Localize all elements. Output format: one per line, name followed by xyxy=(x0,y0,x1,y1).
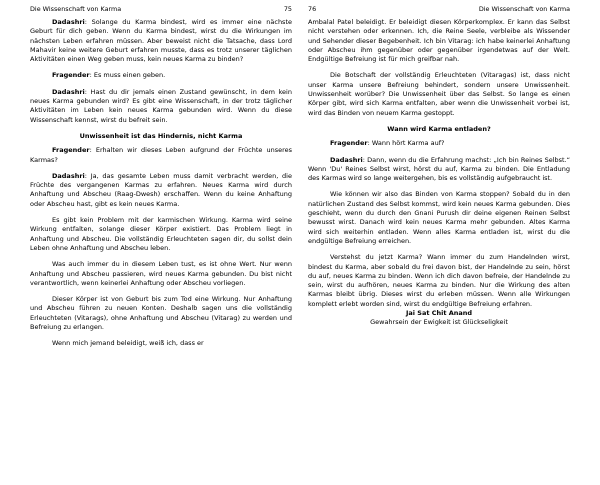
left-page-header xyxy=(30,5,292,14)
closing-title: Jai Sat Chit Anand xyxy=(405,309,473,318)
right-para-5: Wie können wir also das Binden von Karma stoppen? Sobald du in den natürlichen Zustand des Selbst kommst, wird kein neues Karma gebunden. Dies geschieht, wenn du durch den Gnani Purush dir deine eigenen Reinen Selbst bewusst wirst. Danach wird kein neues Karma mehr gebunden. Altes Karma wird sich weiterhin entladen. Wenn alles Karma entladen ist, wirst du die endgültige Befreiung erreichen. xyxy=(308,190,570,245)
closing-subtitle: Gewahrsein der Ewigkeit ist Glückseligkeit xyxy=(370,318,508,327)
left-para-4 xyxy=(30,146,292,165)
left-para-6: Es gibt kein Problem mit der karmischen Wirkung. Karma wird seine Wirkung entfalten, solange dieser Körper existiert. Das Problem liegt in Anhaftung und Abscheu. Die vollständig Erleuchteten sagen dir, du sollst dein Leben ohne Anhaftung und Abscheu leben. xyxy=(30,216,292,252)
right-page-number: 76 xyxy=(308,5,317,13)
right-para-2: Die Botschaft der vollständig Erleuchteten (Vitaragas) ist, dass nicht unser Karma unsere Befreiung behindert, sondern unsere Unwissenheit. Unwissenheit worüber? Die Unwissenheit über das Selbst. So lange es einen Körper gibt, wird sich Karma entfalten, aber wenn die Unwissenheit vorbei ist, wird das Binden von neuem Karma gestoppt. xyxy=(308,71,570,117)
right-header-title: Die Wissenschaft von Karma xyxy=(478,5,570,13)
left-header-title: Die Wissenschaft von Karma xyxy=(30,5,122,13)
para-text: : Ja, das gesamte Leben muss damit verbracht werden, die Früchte des vergangenen Karmas zu erfahren. Neues Karma wird durch Anhaftung und Abscheu (Raag-Dwesh) erschaffen. Wenn du keine Anhaftung oder Abscheu hast, gibt es kein neues Karma. xyxy=(30,171,292,208)
left-para-9: Wenn mich jemand beleidigt, weiß ich, dass er xyxy=(52,339,204,348)
para-text: : Hast du dir jemals einen Zustand gewünscht, in dem kein neues Karma gebunden wird? Es gibt eine Wissenschaft, in der trotz täglicher Aktivitäten im Leben kein neues Karma gebunden wird. Wenn du diese Wissenschaft kennst, wirst du befreit sein. xyxy=(30,87,292,124)
para-text: : Es muss einen geben. xyxy=(89,71,166,80)
right-para-4 xyxy=(308,156,570,184)
left-para-1 xyxy=(30,18,292,64)
speaker-label: Fragender xyxy=(52,146,90,155)
right-page xyxy=(308,0,570,328)
speaker-label: Fragender xyxy=(330,139,368,148)
left-para-5 xyxy=(30,172,292,209)
right-para-1: Ambalal Patel beleidigt. Er beleidigt diesen Körperkomplex. Er kann das Selbst nicht verstehen oder erkennen. Ich, die Reine Seele, verbleibe als Wissender und Sehender dieser Begebenheit. Ich bin Vitarag: ich habe keinerlei Anhaftung oder Abscheu ihm gegenüber oder gegenüber irgendetwas auf der Welt. Endgültige Befreiung ist für mich greifbar nah. xyxy=(308,18,570,64)
left-page-number: 75 xyxy=(283,5,292,13)
right-page-header xyxy=(308,5,570,14)
left-para-8: Dieser Körper ist von Geburt bis zum Tod eine Wirkung. Nur Anhaftung und Abscheu führen zu neuen Konten. Deshalb sagen uns die vollständig Erleuchteten (Vitarags), ohne Anhaftung und Abscheu (Vitarag) zu werden und Befreiung zu erlangen. xyxy=(30,295,292,332)
left-page xyxy=(30,0,292,349)
speaker-label: Dadashri xyxy=(330,155,363,164)
left-para-7: Was auch immer du in diesem Leben tust, es ist ohne Wert. Nur wenn Anhaftung und Abscheu passieren, wird neues Karma gebunden. Du bist nicht verantwortlich, wenn keinerlei Anhaftung oder Abscheu vorliegen. xyxy=(30,260,292,287)
para-text: : Solange du Karma bindest, wird es immer eine nächste Geburt für dich geben. Wenn du Karma bindest, wirst du die Wirkungen im nächsten Leben erfahren müssen. Aber beweist nicht die Tatsache, dass Lord Mahavir keine weitere Geburt erfahren musste, dass es trotz unserer täglichen Aktivitäten einen Weg geben muss, kein neues Karma zu binden? xyxy=(30,18,292,64)
speaker-label: Dadashri xyxy=(52,18,85,26)
right-para-6: Verstehst du jetzt Karma? Wann immer du zum Handelnden wirst, bindest du Karma, aber sobald du frei davon bist, der Handelnde zu sein, hörst du auf, neues Karma zu binden. Wenn ich dich davon befreie, der Handelnde zu sein, wirst du aufhören, neues Karma zu binden. Nur die Wirkung des alten Karmas bleibt übrig. Dieses wirst du erleben müssen. Wenn alle Wirkungen komplett erlebt worden sind, wirst du endgültige Befreiung erfahren. xyxy=(308,253,570,308)
para-text: : Erhalten wir dieses Leben aufgrund der Früchte unseres Karmas? xyxy=(30,146,292,164)
para-text: : Wann hört Karma auf? xyxy=(367,139,445,148)
left-section-heading: Unwissenheit ist das Hindernis, nicht Karma xyxy=(79,131,243,140)
right-section-heading: Wann wird Karma entladen? xyxy=(387,124,491,133)
speaker-label: Fragender xyxy=(52,71,90,80)
speaker-label: Dadashri xyxy=(52,171,85,180)
right-para-3 xyxy=(308,139,570,148)
speaker-label: Dadashri xyxy=(52,87,85,96)
para-text: : Dann, wenn du die Erfahrung machst: „Ich bin Reines Selbst.“ Wenn 'Du' Reines Selbst wirst, hörst du auf, Karma zu binden. Die Entladung des Karmas wird so lange weitergehen, bis es vollständig aufgebraucht ist. xyxy=(308,155,570,183)
left-para-2 xyxy=(30,71,292,80)
left-para-3 xyxy=(30,88,292,125)
